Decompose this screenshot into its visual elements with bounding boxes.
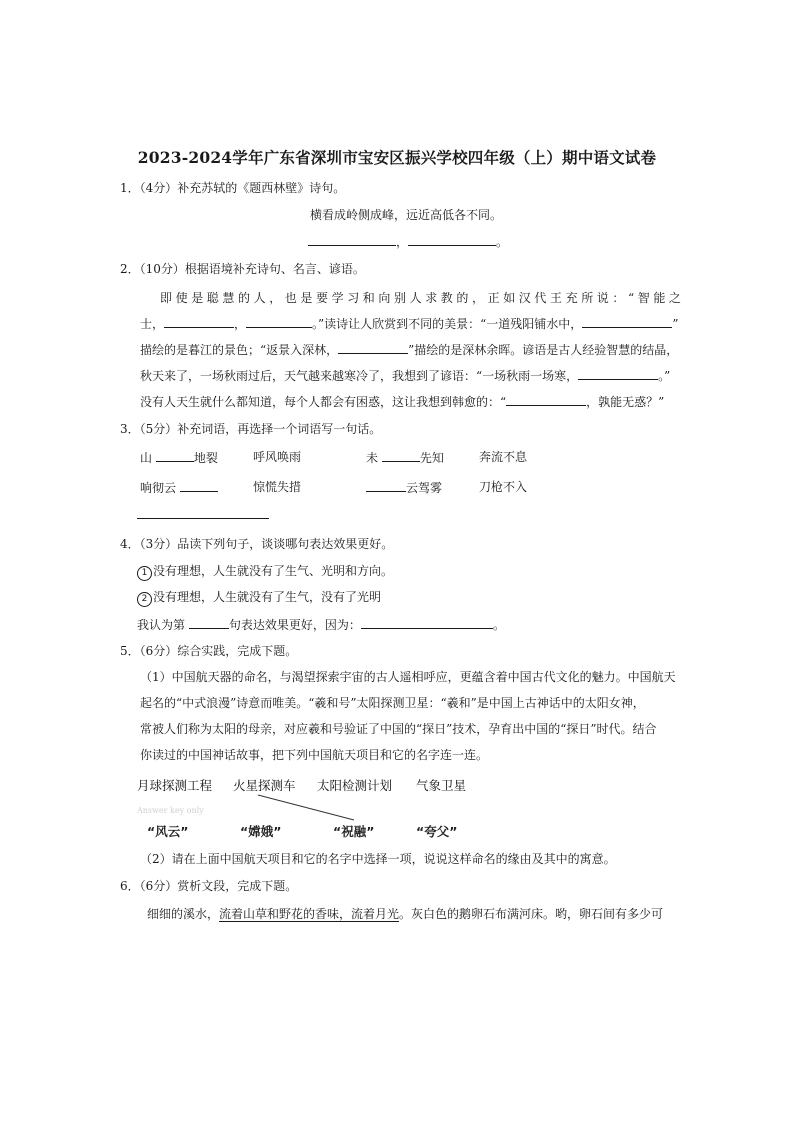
q3-word-8: 刀枪不入	[479, 480, 528, 494]
q3-word-7: 云驾雾	[366, 479, 442, 496]
question-2-line-5: 没有人天生就什么都知道，每个人都会有困惑，这让我想到韩愈的：“ ，孰能无惑？”	[140, 395, 665, 409]
q5-para-1: （1）中国航天器的命名，与渴望探索宇宙的古人遥相呼应，更蕴含着中国古代文化的魅力。中国航天	[140, 670, 676, 684]
q4-sentence-2: 2 没有理想，人生就没有了生气，没有了光明	[137, 589, 381, 607]
q3-word-3: 未 先知	[366, 451, 444, 465]
question-2-line-2: 士， ， 。”读诗让人欣赏到不同的美景：“一道残阳铺水中， ”	[140, 317, 679, 331]
q6-passage-line: 细细的溪水，流着山草和野花的香味，流着月光。灰白色的鹅卵石布满河床。哟，卵石间有多少可	[147, 907, 664, 921]
project-solar-detection[interactable]: 太阳检测计划	[317, 778, 393, 793]
q4-answer-line: 我认为第 句表达效果更好，因为： 。	[137, 618, 505, 632]
question-4-stem: 4．（3分）品读下列句子，谈谈哪句表达效果更好。	[120, 537, 394, 551]
match-line-mars-zhurong	[258, 795, 354, 820]
q3-word-1: 山 地裂	[140, 451, 218, 465]
question-2-stem: 2．（10分）根据语境补充诗句、名言、谚语。	[120, 262, 365, 276]
project-weather-satellite[interactable]: 气象卫星	[416, 778, 467, 793]
circled-number-1: 1	[137, 566, 152, 581]
q1-separator: ，	[396, 235, 409, 249]
q3-word-4: 奔流不息	[479, 450, 528, 464]
q4-sentence-1: 1 没有理想，人生就没有了生气、光明和方向。	[137, 563, 393, 581]
q1-end-punct: 。	[496, 235, 509, 249]
project-lunar-exploration[interactable]: 月球探测工程	[137, 778, 213, 793]
question-1-poem-line: 横看成岭侧成峰，远近高低各不同。	[310, 208, 503, 222]
name-change[interactable]: “嫦娥”	[240, 824, 282, 839]
q5-para-2: 起名的“中式浪漫”诗意而唯美。“羲和号”太阳探测卫星：“羲和”是中国上古神话中的太阳女神，	[140, 696, 645, 710]
faint-watermark-text: Answer key only	[137, 806, 204, 815]
circled-number-2: 2	[137, 592, 152, 607]
q5-subquestion-2: （2）请在上面中国航天项目和它的名字中选择一项，说说这样命名的缘由及其中的寓意。	[140, 852, 616, 866]
page-title: 2023-2024学年广东省深圳市宝安区振兴学校四年级（上）期中语文试卷	[137, 148, 657, 167]
name-fengyun[interactable]: “风云”	[147, 824, 189, 839]
project-mars-rover[interactable]: 火星探测车	[233, 778, 296, 793]
question-2-line-4: 秋天来了，一场秋雨过后，天气越来越寒冷了，我想到了谚语：“一场秋雨一场寒， 。”	[140, 369, 671, 383]
question-2-line-3: 描绘的是暮江的景色；“返景入深林， ”描绘的是深林余晖。谚语是古人经验智慧的结晶，	[140, 343, 679, 357]
name-kuafu[interactable]: “夸父”	[416, 824, 458, 839]
q5-para-4: 你读过的中国神话故事，把下列中国航天项目和它的名字连一连。	[140, 748, 489, 762]
q3-word-2: 呼风唤雨	[253, 450, 302, 464]
q6-underlined-phrase: 流着山草和野花的香味，流着月光	[219, 907, 400, 921]
q5-para-3: 常被人们称为太阳的母亲，对应羲和号验证了中国的“探日”技术，孕育出中国的“探日”时代。结合	[140, 722, 657, 736]
question-1-stem: 1．（4分）补充苏轼的《题西林壁》诗句。	[120, 181, 346, 195]
question-3-stem: 3．（5分）补充词语，再选择一个词语写一句话。	[120, 422, 382, 436]
name-zhurong[interactable]: “祝融”	[333, 824, 375, 839]
q3-word-5: 响彻云	[140, 479, 218, 496]
question-6-stem: 6．（6分）赏析文段，完成下题。	[120, 879, 298, 893]
q3-word-6: 惊慌失措	[253, 480, 302, 494]
question-2-line-1: 即使是聪慧的人，也是要学习和向别人求教的，正如汉代王充所说：“智能之	[160, 291, 685, 305]
question-5-stem: 5．（6分）综合实践，完成下题。	[120, 644, 298, 658]
